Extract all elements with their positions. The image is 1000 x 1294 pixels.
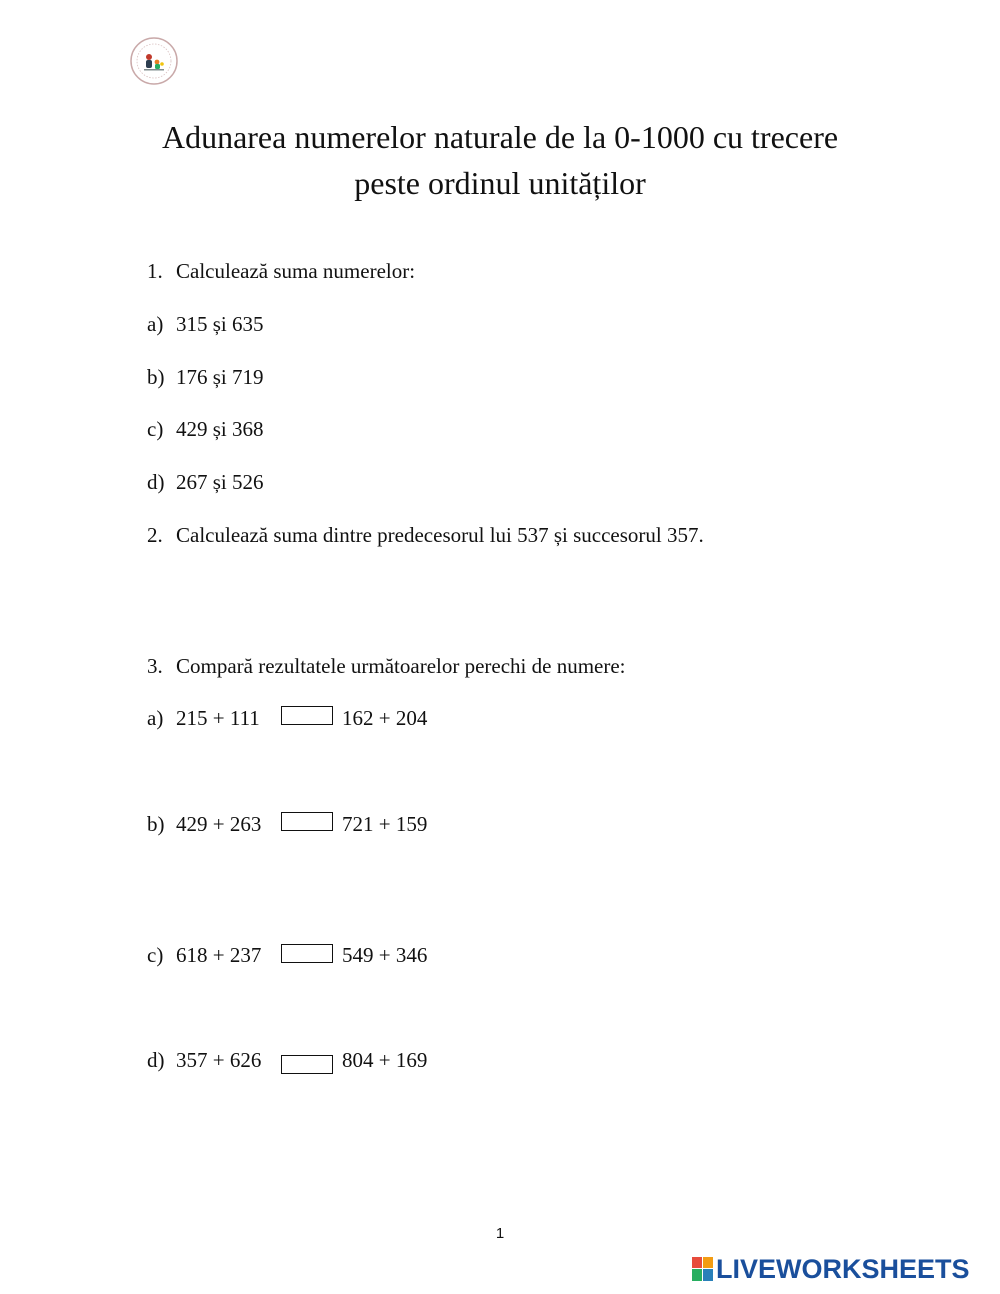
liveworksheets-logo-icon — [692, 1257, 713, 1281]
liveworksheets-watermark — [692, 1254, 970, 1284]
item-label: b) — [147, 365, 165, 389]
compare-answer-box[interactable] — [281, 1055, 333, 1074]
exercise-text: Calculează suma dintre predecesorul lui 537 și succesorul 357. — [176, 523, 704, 547]
item-label: c) — [147, 417, 164, 441]
exercise-3-heading — [147, 653, 626, 679]
title-line-1: Adunarea numerelor naturale de la 0-1000 cu trecere — [161, 119, 839, 155]
exercise-number: 3. — [147, 654, 163, 678]
comparison-left — [147, 1047, 261, 1073]
right-expression: 549 + 346 — [342, 943, 428, 967]
list-item — [147, 416, 264, 442]
exercise-1-heading — [147, 258, 415, 284]
exercise-text: Calculează suma numerelor: — [176, 259, 416, 283]
item-text: 315 și 635 — [176, 312, 264, 336]
right-expression: 721 + 159 — [342, 812, 428, 836]
left-expression: 357 + 626 — [176, 1048, 262, 1072]
watermark-text: LIVEWORKSHEETS — [716, 1254, 970, 1284]
page-title — [100, 114, 900, 206]
left-expression: 215 + 111 — [176, 706, 260, 730]
left-expression: 618 + 237 — [176, 943, 262, 967]
item-label: a) — [147, 312, 164, 336]
exercise-number: 1. — [147, 259, 163, 283]
item-label: c) — [147, 943, 164, 967]
comparison-left — [147, 705, 260, 731]
item-label: d) — [147, 1048, 165, 1072]
title-line-2: peste ordinul unităților — [354, 165, 646, 201]
item-text: 267 și 526 — [176, 470, 264, 494]
exercise-text: Compară rezultatele următoarelor perechi de numere: — [176, 654, 626, 678]
right-expression: 162 + 204 — [342, 706, 428, 730]
list-item — [147, 469, 264, 495]
compare-answer-box[interactable] — [281, 706, 333, 725]
list-item — [147, 311, 264, 337]
page-number: 1 — [495, 1225, 505, 1242]
item-text: 429 și 368 — [176, 417, 264, 441]
item-label: d) — [147, 470, 165, 494]
compare-answer-box[interactable] — [281, 944, 333, 963]
comparison-left — [147, 811, 261, 837]
compare-answer-box[interactable] — [281, 812, 333, 831]
school-seal-icon — [128, 36, 180, 86]
exercise-2-heading — [147, 522, 704, 548]
list-item — [147, 364, 264, 390]
item-text: 176 și 719 — [176, 365, 264, 389]
exercise-number: 2. — [147, 523, 163, 547]
right-expression: 804 + 169 — [342, 1048, 428, 1072]
left-expression: 429 + 263 — [176, 812, 262, 836]
item-label: b) — [147, 812, 165, 836]
item-label: a) — [147, 706, 164, 730]
comparison-left — [147, 942, 261, 968]
